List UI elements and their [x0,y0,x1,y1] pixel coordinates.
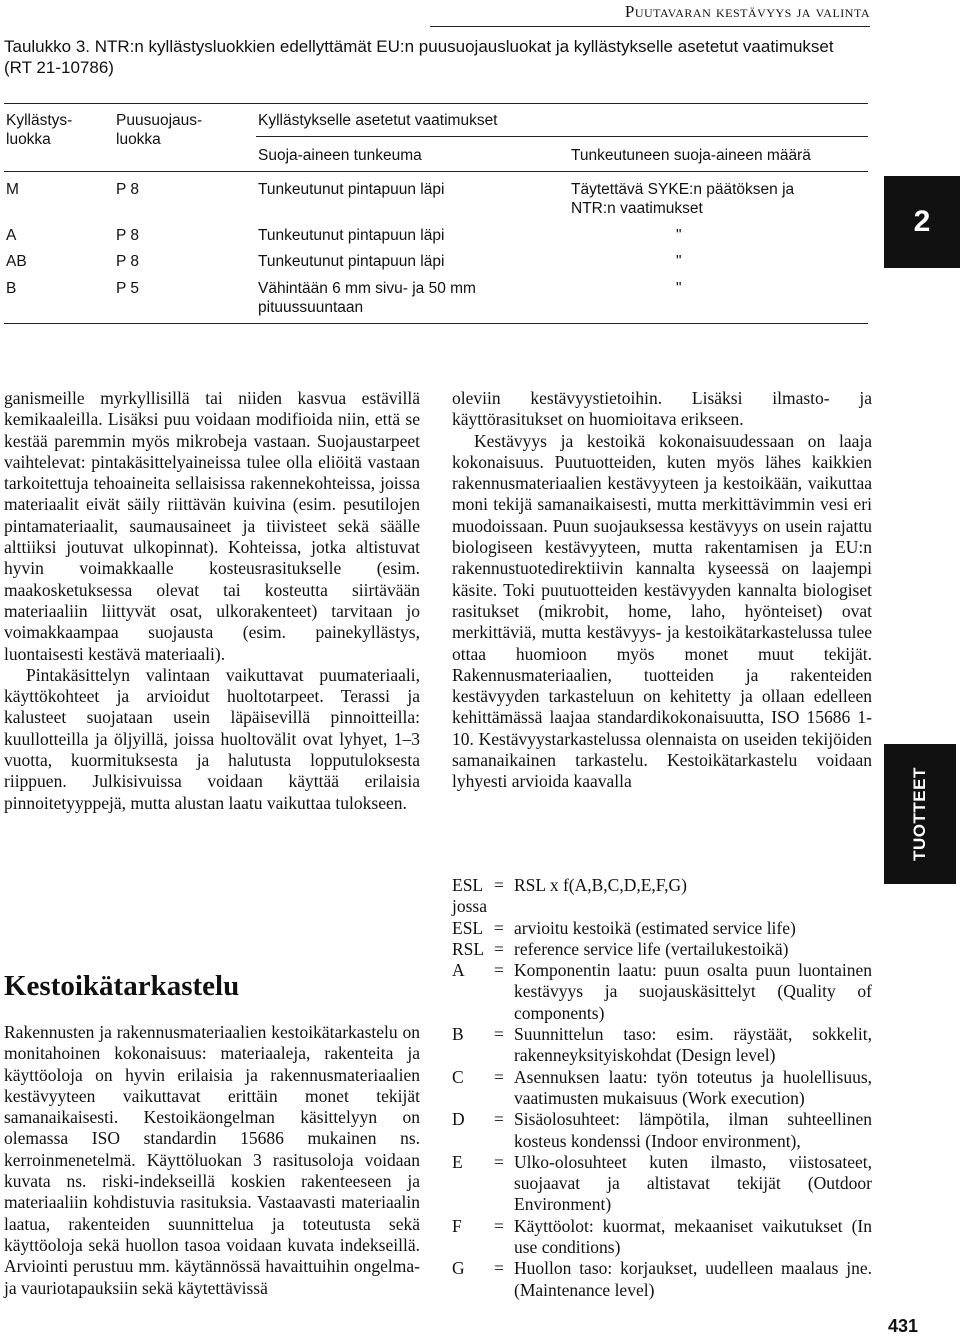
table-group-rule [256,136,868,137]
term-symbol: ESL [452,917,484,938]
formula-where: jossa [452,896,487,917]
running-header: Puutavaran kestävyys ja valinta [430,2,870,27]
term-symbol: D [452,1109,465,1130]
term-d [452,1109,872,1152]
row-m-amount [571,180,794,218]
row-b-amount: " [676,280,682,297]
term-c [452,1067,872,1110]
row-a-euclass: P 8 [116,227,139,244]
term-eq: = [494,1215,504,1236]
header-suoja-aineen-tunkeuma: Suoja-aineen tunkeuma [258,147,422,164]
term-symbol: RSL [452,938,485,959]
row-a-amount: " [676,227,682,244]
left-column-lower [4,1022,420,1299]
table-bottom-rule [4,323,868,324]
term-definition: Suunnittelun taso: esim. räystäät, sokkelit, rakenneyksityiskohdat (Design level) [514,1024,872,1066]
left-paragraph-3: Rakennusten ja rakennusmateriaalien kestoikätarkastelu on monitahoinen kokonaisuus: materiaaleja, rakenteita ja käyttöoloja on hyvin erilaisia ja rakennusmateriaalien kestävyyteen vaikuttavat erittäin monet tekijät samanaikaisesti. Kestoikäongelman käsittelyyn on olemassa ISO standardin 15686 mukainen ns. kerroinmenetelmä. Käyttöluokan 3 rasitusoloja voidaan kuvata ns. riski-indekseillä koskien rakenteeseen ja materiaaliin kohdistuvia rasituksia. Vastaavasti materiaalin laatua, rakenteiden suunnittelua ja toteutusta sekä käyttöoloja sekä huollon tasoa voidaan kuvata indekseillä. Arviointi perustuu mm. käytännössä havaittuihin ongelma- ja vauriotapauksiin sekä käytettävissä [4,1022,420,1298]
term-symbol: A [452,960,465,981]
table-caption: Taulukko 3. NTR:n kyllästysluokkien edellyttämät EU:n puusuojausluokat ja kyllästykselle asetetut vaatimukset (RT 21-10786) [4,37,834,77]
row-m-euclass: P 8 [116,181,139,198]
row-ab-penetration: Tunkeutunut pintapuun läpi [258,253,445,270]
term-eq: = [494,938,504,959]
term-eq: = [494,1066,504,1087]
right-column [452,388,872,793]
term-definition: Käyttöolot: kuormat, mekaaniset vaikutukset (In use conditions) [514,1215,872,1258]
term-eq: = [494,1024,504,1045]
page-number: 431 [888,1316,919,1336]
term-symbol: B [452,1024,464,1045]
term-rsl [452,939,872,960]
row-b-penetration-line1: Vähintään 6 mm sivu- ja 50 mm [258,280,476,297]
header-col1-line2: luokka [6,131,51,148]
term-definition: reference service life (vertailukestoikä) [514,938,789,959]
row-ab-class: AB [6,253,27,270]
term-f [452,1216,872,1259]
row-m-penetration: Tunkeutunut pintapuun läpi [258,181,445,198]
formula-equation [452,875,872,896]
formula-block [452,875,872,1301]
term-symbol: F [452,1215,462,1236]
term-definition: arvioitu kestoikä (estimated service life) [514,917,796,938]
term-definition: Huollon taso: korjaukset, uudelleen maalaus jne. (Maintenance level) [514,1258,872,1300]
row-m-class: M [6,181,19,198]
term-symbol: G [452,1258,465,1279]
row-a-class: A [6,227,17,244]
term-b [452,1024,872,1067]
table-top-rule [4,103,868,104]
header-group: Kyllästykselle asetetut vaatimukset [258,112,498,129]
right-paragraph-1: oleviin kestävyystietoihin. Lisäksi ilmasto- ja käyttörasitukset on huomioitava erikseen. [452,388,872,430]
formula-lhs: ESL [452,875,484,895]
section-tab-label: TUOTTEET [910,767,929,861]
row-b-class: B [6,280,17,297]
right-paragraph-2: Kestävyys ja kestoikä kokonaisuudessaan on laaja kokonaisuus. Puutuotteiden, kuten myös lähes kaikkien rakennusmateriaalien kestävyyteen ja kestoikään, vaikuttaa moni tekijä samanaikaisesti, mutta merkittävimmin vesi eri muodoissaan. Puun suojauksessa kestävyys on usein rajattu biologiseen kestävyyteen, mutta rakentamisen ja EU:n rakennustuotedirektiivin kannalta kyseessä on laajempi käsite. Toki puutuotteiden kestävyyden kannalta biologiset rasitukset (mikrobit, home, laho, hyönteiset) ovat merkittäviä, mutta kestävyys- ja kestoikätarkastelussa tulee ottaa huomioon myös monet muut tekijät. Rakennusmateriaalien, tuotteiden ja rakenteiden kestävyyden tarkasteluun on kehitetty ja ollaan edelleen kehittämässä laajaa standardikokonaisuutta, ISO 15686 1-10. Kestävyystarkastelussa olennaista on useiden tekijöiden samanaikainen tarkastelu. Kestoikätarkastelu voidaan lyhyesti arvioida kaavalla [452,430,872,792]
term-esl [452,918,872,939]
term-symbol: C [452,1066,464,1087]
term-a [452,960,872,1024]
row-ab-amount: " [676,253,682,270]
row-m-amount-line1: Täytettävä SYKE:n päätöksen ja [571,181,795,198]
formula-rhs: RSL x f(A,B,C,D,E,F,G) [514,875,687,895]
section-heading: Kestoikätarkastelu [4,970,240,1002]
term-definition: Ulko-olosuhteet kuten ilmasto, viistosateet, suojaavat ja altistavat tekijät (Outdoor Environment) [514,1151,872,1215]
header-suoja-aineen-maara: Tunkeutuneen suoja-aineen määrä [571,147,811,164]
term-definition: Komponentin laatu: puun osalta puun luontainen kestävyys ja suojauskäsittelyt (Quality of components) [514,960,872,1023]
formula-eq-sign: = [494,875,504,895]
term-eq: = [494,917,504,938]
term-definition: Sisäolosuhteet: lämpötila, ilman suhteellinen kosteus kondenssi (Indoor environment), [514,1109,872,1151]
row-b-penetration-line2: pituussuuntaan [258,299,364,316]
row-ab-euclass: P 8 [116,253,139,270]
term-definition: Asennuksen laatu: työn toteutus ja huolellisuus, vaatimusten mukaisuus (Work execution) [514,1066,872,1108]
term-eq: = [494,1151,504,1172]
row-b-penetration [258,279,476,317]
left-paragraph-1: ganismeille myrkyllisillä tai niiden kasvua estävillä kemikaaleilla. Lisäksi puu voidaan modifioida niin, että se kestää paremmin myös mikrobeja vastaan. Suojaustarpeet vaihtelevat: pintakäsittelyaineissa tulee olla eliöitä vastaan tarkoitettuja tehoaineita sellaisissa rakennekohteissa, joissa materiaalit eivät säily riittävän kuivina (esim. pesutilojen pintamateriaalit, saumausaineet ja tiivisteet sekä säälle alttiiksi joutuvat ulkopinnat). Kohteissa, jotka altistuvat hyvin voimakkaalle kosteusrasitukselle (esim. maakosketuksessa olevat tai kosteutta siirtävään materiaaliin liittyvät osat, ulkorakenteet) tarvitaan jo voimakkaampaa suojausta (esim. painekyllästys, luontaisesti kestävä materiaali). [4,388,420,664]
chapter-tab: 2 [884,176,960,268]
header-col2-line1: Puusuojaus- [116,112,203,129]
left-paragraph-2: Pintakäsittelyn valintaan vaikuttavat puumateriaali, käyttökohteet ja arvioidut huoltotarpeet. Terassi ja kalusteet suojataan usein läpäisevillä pinnoitteilla: kuullotteilla ja öljyillä, joissa huoltovälit ovat lyhyet, 1–3 vuotta, kuormituksesta ja halutusta lopputuloksesta riippuen. Julkisivuissa voidaan käyttää erilaisia pinnoitetyyppejä, mutta alustan laatu vaikuttaa tulokseen. [4,664,420,813]
header-kyllastysluokka [6,111,72,149]
section-tab [884,744,956,884]
row-a-penetration: Tunkeutunut pintapuun läpi [258,227,445,244]
header-puusuojausluokka [116,111,202,149]
term-eq: = [494,1258,504,1279]
left-column-upper [4,388,420,814]
term-eq: = [494,1109,504,1130]
term-e [452,1152,872,1216]
row-b-euclass: P 5 [116,280,139,297]
header-col2-line2: luokka [116,131,161,148]
term-symbol: E [452,1151,463,1172]
table-header-rule [4,171,868,172]
header-col1-line1: Kyllästys- [6,112,73,129]
row-m-amount-line2: NTR:n vaatimukset [571,200,703,217]
term-g [452,1258,872,1301]
term-eq: = [494,960,504,981]
